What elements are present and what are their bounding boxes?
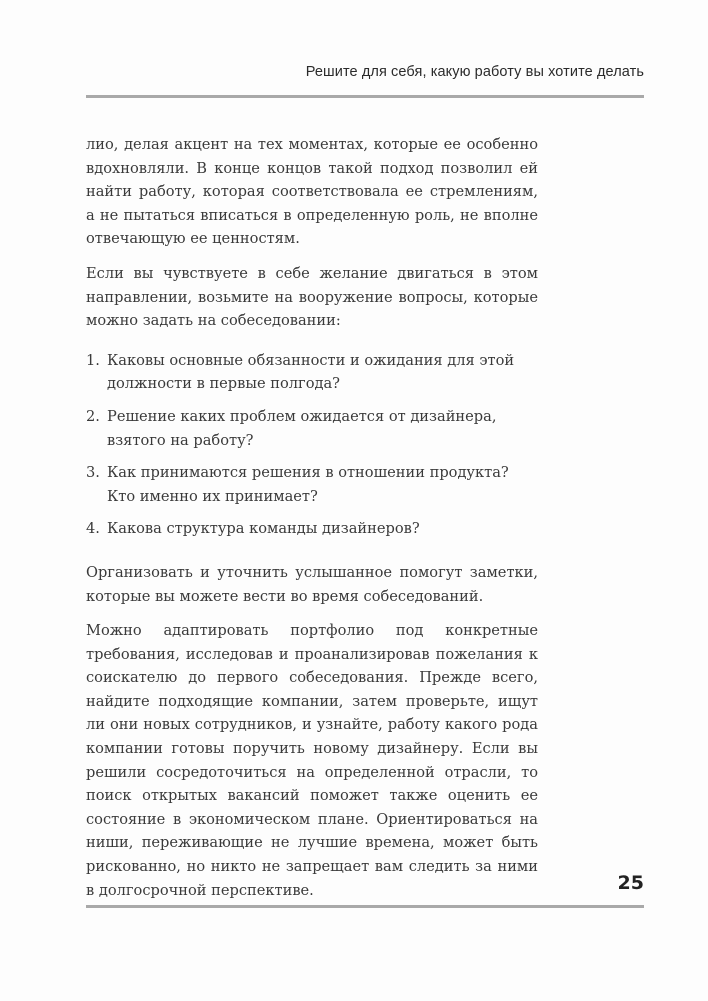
list-item-number: 3. bbox=[86, 464, 100, 482]
list-item-number: 2. bbox=[86, 407, 100, 425]
list-item bbox=[86, 349, 538, 396]
running-header-title: Решите для себя, какую работу вы хотите делать bbox=[305, 64, 644, 80]
paragraph: лио, делая акцент на тех моментах, которые ее особенно вдохновляли. В конце концов такой подход позволил ей найти работу, которая соответствовала ее стремлениям, а не пытаться вписаться в определенную роль, не вполне отвечающую ее ценностям. bbox=[86, 136, 538, 248]
list-item bbox=[86, 461, 538, 508]
questions-list bbox=[86, 349, 538, 541]
page-number: 25 bbox=[617, 872, 644, 894]
page-body bbox=[86, 133, 538, 913]
list-item-text: Каковы основные обязанности и ожидания для этой должности в первые полгода? bbox=[107, 351, 515, 393]
paragraph: Можно адаптировать портфолио под конкретные требования, исследовав и проанализировав пожелания к соискателю до первого собеседования. Прежде всего, найдите подходящие компании, затем проверьте, ищут ли они новых сотрудников, и узнайте, работу какого рода компании готовы поручить новому дизайнеру. Если вы решили сосредоточиться на определенной отрасли, то поиск открытых вакансий поможет также оценить ее состояние в экономическом плане. Ориентироваться на ниши, переживающие не лучшие времена, может быть рискованно, но никто не запрещает вам следить за ними в долгосрочной перспективе. bbox=[86, 622, 538, 899]
list-item bbox=[86, 405, 538, 452]
footer-rule bbox=[86, 905, 644, 908]
list-item-number: 1. bbox=[86, 351, 100, 369]
paragraph: Если вы чувствуете в себе желание двигаться в этом направлении, возьмите на вооружение вопросы, которые можно задать на собеседовании: bbox=[86, 264, 538, 330]
header-rule bbox=[86, 95, 644, 98]
paragraph: Организовать и уточнить услышанное помогут заметки, которые вы можете вести во время собеседований. bbox=[86, 563, 538, 605]
list-item-text: Какова структура команды дизайнеров? bbox=[107, 520, 420, 538]
list-item-text: Решение каких проблем ожидается от дизайнера, взятого на работу? bbox=[107, 407, 497, 449]
list-item bbox=[86, 517, 538, 541]
list-item-text: Как принимаются решения в отношении продукта? Кто именно их принимает? bbox=[107, 464, 509, 505]
list-item-number: 4. bbox=[86, 520, 100, 538]
